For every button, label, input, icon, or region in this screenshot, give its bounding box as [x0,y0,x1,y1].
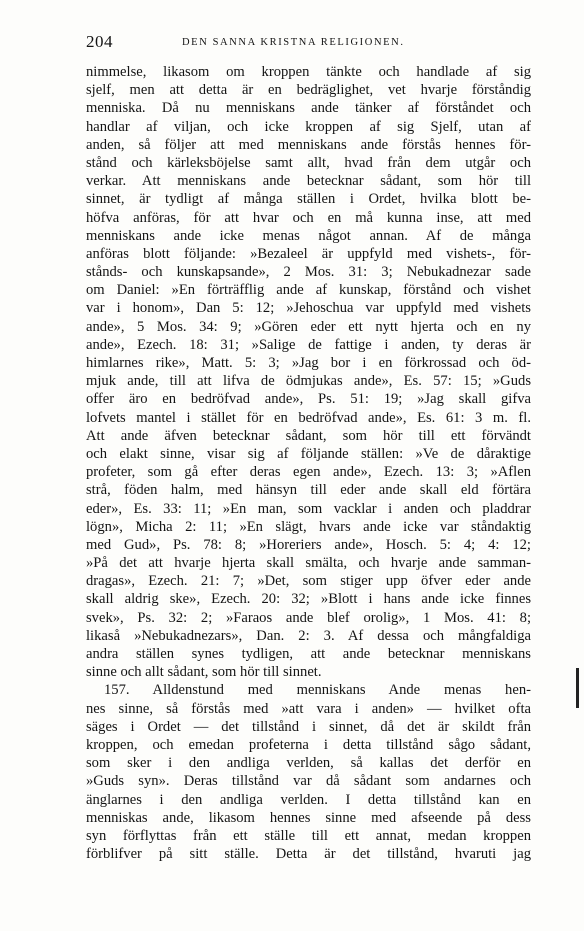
text-line: handlar af viljan, och icke kroppen af sig Sjelf, utan af [86,118,531,135]
text-line: lofvets mantel i stället för en bedröfvad ande», Es. 61: 3 m. fl. [86,409,531,426]
text-line: sinnet, är tydligt af många ställen i Ordet, hvilka blott be- [86,191,531,208]
text-line: himlarnes rike», Matt. 5: 3; »Jag bor i en förkrossad och öd- [86,355,531,371]
text-line: mjuk ande, till att lifva de ödmjukas ande», Es. 57: 15; »Guds [86,373,531,390]
text-line: höfva anföras, för att hvar och en må kunna inse, att med [86,209,531,226]
text-line: ande», 5 Mos. 34: 9; »Gören eder ett nytt hjerta och en ny [86,318,531,335]
text-line: anden, så följer att med menniskans ande förstås hennes för- [86,136,531,153]
running-title: DEN SANNA KRISTNA RELIGIONEN. [182,37,405,48]
text-line: strå, föden halm, med hänsyn till eder ande skall eld förtära [86,482,531,499]
text-line: anföras blott följande: »Bezaleel är uppfyld med vishets-, för- [86,245,531,262]
text-line: offer äro en bedröfvad ande», Ps. 51: 19; »Jag skall gifva [86,391,531,408]
text-line: ande», Ezech. 18: 31; »Salige de fattige i anden, ty deras är [86,336,531,353]
text-line: och elakt sinne, visar sig af följande ställen: »Ve de dåraktige [86,445,531,462]
text-line: profeter, som gå efter deras egen ande», Ezech. 13: 3; »Aflen [86,464,531,481]
running-head [86,32,526,52]
text-line: dragas», Ezech. 21: 7; »Det, som stiger upp öfver eder ande [86,573,531,590]
text-line: Att ande äfven betecknar sådant, som hör till ett förvändt [86,427,531,444]
text-line: med Gud», Ps. 78: 8; »Horeriers ande», Hosch. 5: 4; 4: 12; [86,536,531,553]
body-text [86,63,531,863]
text-line: skall aldrig ske», Ezech. 20: 32; »Blott i hans ande icke finnes [86,591,531,608]
text-line: nimmelse, likasom om kroppen tänkte och handlade af sig [86,64,531,80]
text-line: eder», Es. 33: 11; »En man, som vacklar i anden och pladdrar [86,500,531,517]
text-line: verkar. Att menniskans ande betecknar sådant, som hör till [86,173,531,190]
section-157-start: 157. Alldenstund med menniskans Ande menas hen- [104,682,531,699]
text-line: sjelf, men att detta är en bedräglighet, vet hvarje förståndig [86,82,531,99]
text-line: likaså »Nebukadnezars», Dan. 2: 3. Af dessa och mångfaldiga [86,627,531,644]
text-line: kroppen, och emedan profeterna i detta tillstånd sågo sådant, [86,736,531,753]
text-line: sinne och allt sådant, som hör till sinnet. [86,664,322,681]
text-line: säges i Ordet — det tillstånd i sinnet, då det är skildt från [86,718,531,735]
text-line: förblifver på sitt ställe. Detta är det tillstånd, hvaruti jag [86,846,531,863]
text-line: lögn», Micha 2: 11; »En slägt, hvars ande icke var ståndaktig [86,518,531,535]
text-line: andra ställen synes tydligen, att ande betecknar menniskans [86,646,531,662]
text-line: nes sinne, så förstås med »att vara i anden» — hvilket ofta [86,700,531,717]
text-line: »Guds syn». Deras tillstånd var då sådant som andarnes och [86,773,531,790]
page-number: 204 [86,32,113,51]
text-line: änglarnes i den andliga verlden. I detta tillstånd kan en [86,791,531,808]
text-line: om Daniel: »En förträfflig ande af kunskap, förstånd och vishet [86,282,531,299]
text-line: syn förflyttas från ett ställe till ett annat, medan kroppen [86,827,531,844]
text-line: menniska. Då nu menniskans ande tänker af förståndet och [86,100,531,117]
text-line: »På det att hvarje hjerta skall smälta, och hvarje ande samman- [86,555,531,572]
text-line: stånds- och kunskapsande», 2 Mos. 31: 3; Nebukadnezar sade [86,264,531,281]
gutter-mark [576,668,579,708]
text-line: menniskas ande, likasom hennes sinne med afseende på dess [86,809,531,826]
text-line: svek», Ps. 32: 2; »Faraos ande blef orolig», 1 Mos. 41: 8; [86,609,531,626]
text-line: stånd och kärleksböjelse samt allt, hvad från dem utgår och [86,154,531,171]
text-line: menniskans ande icke menas något annan. Af de många [86,227,531,244]
text-line: som sker i den andliga verlden, så kallas det derför en [86,755,531,772]
text-line: var i honom», Dan 5: 12; »Jehoschua var uppfyld med vishets [86,300,531,317]
